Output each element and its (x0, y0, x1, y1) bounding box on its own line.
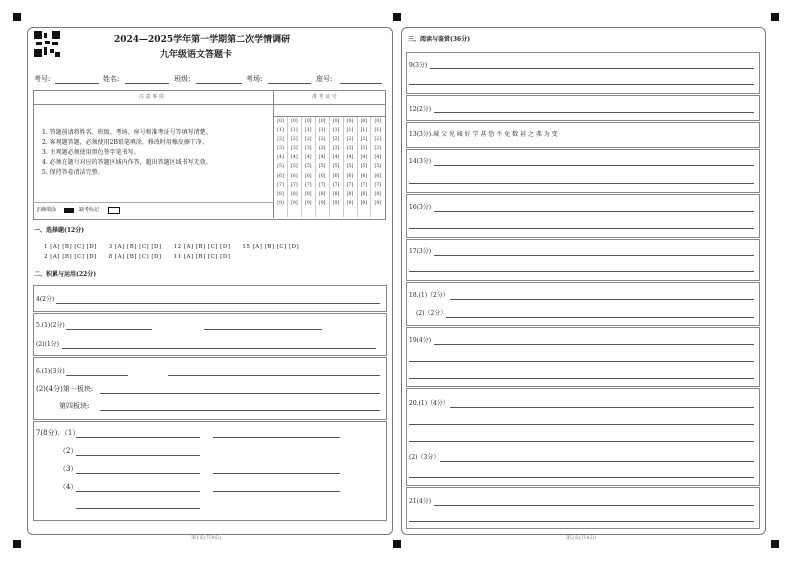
q20-1-answer-line-1[interactable] (450, 407, 754, 408)
q7-3-answer-line-b[interactable] (213, 473, 340, 474)
seat-number-field[interactable] (340, 83, 382, 84)
q5-2-answer-line[interactable] (62, 348, 376, 349)
exam-id-digit-bubble[interactable]: [5] (291, 164, 298, 170)
exam-id-digit-bubble[interactable]: [6] (305, 173, 312, 179)
q20-2-answer-line-1[interactable] (440, 461, 754, 462)
exam-id-digit-bubble[interactable]: [9] (305, 200, 312, 206)
exam-id-digit-bubble[interactable]: [0] (305, 119, 312, 124)
q20-answer-box (406, 388, 760, 486)
section3-title: 三、阅读与鉴赏(36分) (408, 36, 471, 43)
exam-title: 2024—2025学年第一学期第二次学情调研 (114, 35, 291, 45)
exam-room-field[interactable] (268, 83, 311, 84)
q14-answer-line-1[interactable] (434, 165, 754, 166)
exam-id-digit-bubble[interactable]: [5] (305, 164, 312, 170)
missing-exam-checkbox[interactable] (108, 207, 120, 214)
notice-heading: 注 意 事 项 (139, 94, 164, 100)
class-field[interactable] (196, 83, 242, 84)
exam-id-digit-bubble[interactable]: [8] (318, 191, 326, 197)
q7-5-answer-line[interactable] (76, 508, 200, 509)
exam-id-digit-bubble[interactable]: [8] (291, 191, 298, 197)
q7-1-answer-line-a[interactable] (76, 437, 200, 438)
seat-number-label: 座号: (316, 75, 333, 83)
exam-id-digit-bubble[interactable]: [2] (360, 137, 368, 143)
exam-id-digit-column[interactable] (344, 117, 358, 217)
q7-4-answer-line-b[interactable] (213, 491, 340, 492)
section1-title: 一、选择题(12分) (34, 227, 85, 234)
exam-id-digit-bubble[interactable]: [7] (346, 182, 354, 188)
exam-id-digit-bubble[interactable]: [2] (318, 137, 326, 143)
q12-answer-box (406, 95, 760, 121)
exam-id-digit-bubble[interactable]: [4] (360, 155, 368, 161)
exam-id-digit-bubble[interactable]: [1] (318, 128, 326, 134)
exam-id-digit-bubble[interactable]: [3] (332, 146, 340, 152)
exam-id-digit-bubble[interactable]: [8] (305, 191, 312, 197)
q5-1-answer-line-b[interactable] (204, 329, 322, 330)
q7-2-answer-line[interactable] (76, 455, 200, 456)
exam-id-digit-bubble[interactable]: [5] (360, 164, 368, 170)
exam-id-digit-bubble[interactable]: [3] (360, 146, 368, 152)
q7-1-label: 7(8分)．（1） (36, 429, 80, 437)
exam-id-digit-bubble[interactable]: [0] (318, 119, 326, 124)
notice-item-3: 3. 主观题必须使用黑色签字笔书写。 (42, 149, 140, 156)
exam-id-digit-bubble[interactable]: [7] (305, 182, 312, 188)
q6-2-answer-line[interactable] (100, 393, 380, 394)
exam-id-digit-bubble[interactable]: [5] (332, 164, 340, 170)
exam-id-digit-bubble[interactable]: [9] (360, 200, 368, 206)
exam-id-digit-column[interactable] (371, 117, 384, 217)
exam-id-digit-bubble[interactable]: [1] (332, 128, 340, 134)
exam-id-digit-bubble[interactable]: [4] (305, 155, 312, 161)
exam-id-digit-bubble[interactable]: [9] (291, 200, 298, 206)
exam-id-digit-bubble[interactable]: [9] (332, 200, 340, 206)
registration-mark-tc (393, 13, 401, 21)
exam-id-digit-bubble[interactable]: [1] (277, 128, 284, 134)
exam-id-digit-bubble[interactable]: [3] (291, 146, 298, 152)
exam-id-digit-bubble[interactable]: [3] (305, 146, 312, 152)
exam-id-digit-bubble[interactable]: [8] (346, 191, 354, 197)
exam-id-digit-bubble[interactable]: [4] (332, 155, 340, 161)
exam-id-digit-column[interactable] (288, 117, 302, 217)
q4-label: 4(2分) (36, 296, 55, 303)
exam-id-digit-bubble[interactable]: [2] (374, 137, 382, 143)
q19-label: 19(4分) (409, 337, 432, 344)
exam-id-digit-bubble[interactable]: [4] (346, 155, 354, 161)
section2-title: 二、积累与运用(22分) (34, 271, 97, 278)
q16-label: 16(3分) (409, 204, 432, 211)
q20-2-answer-line-2[interactable] (409, 477, 754, 478)
registration-mark-br (771, 540, 779, 548)
notice-fill-rule (33, 202, 273, 203)
fill-correct-sample (64, 208, 74, 213)
exam-id-digit-bubble[interactable]: [8] (360, 191, 368, 197)
exam-id-digit-bubble[interactable]: [9] (277, 200, 284, 206)
exam-id-digit-bubble[interactable]: [6] (277, 173, 284, 179)
q18-answer-box (406, 282, 760, 326)
q20-1-answer-line-3[interactable] (409, 441, 754, 442)
name-field[interactable] (125, 83, 169, 84)
fill-correct-label: 正确填涂 (36, 207, 57, 213)
exam-id-digit-column[interactable] (316, 117, 330, 217)
footer-right-page-number: 第2页(共4页) (566, 535, 597, 541)
q17-label: 17(3分) (409, 248, 432, 255)
q21-answer-line-2[interactable] (409, 521, 754, 522)
q7-answer-box (33, 421, 387, 521)
choice-row-2[interactable]: 2 [A] [B] [C] [D] 8 [A] [B] [C] [D] 11 [A] [B] [C] [D] (44, 254, 231, 260)
registration-mark-tl (13, 13, 21, 21)
missing-exam-label: 缺考标记 (79, 207, 100, 213)
exam-id-digit-bubble[interactable]: [6] (332, 173, 340, 179)
q7-4-answer-line-a[interactable] (76, 491, 200, 492)
q6-1-answer-line-a[interactable] (66, 375, 128, 376)
q9-answer-box (406, 52, 760, 94)
exam-id-digit-bubble[interactable]: [2] (332, 137, 340, 143)
exam-id-digit-bubble[interactable]: [7] (360, 182, 368, 188)
q4-answer-box (33, 285, 387, 312)
q20-1-answer-line-2[interactable] (409, 424, 754, 425)
q9-answer-line-2[interactable] (409, 84, 754, 85)
q21-label: 21(4分) (409, 498, 432, 505)
exam-id-digit-bubble[interactable]: [3] (318, 146, 326, 152)
qr-code-icon (34, 31, 60, 57)
q19-answer-line-1[interactable] (434, 344, 754, 345)
exam-id-digit-bubble[interactable]: [7] (291, 182, 298, 188)
exam-id-digit-bubble[interactable]: [7] (318, 182, 326, 188)
exam-id-digit-bubble[interactable]: [0] (346, 119, 354, 124)
registration-mark-bc (393, 540, 401, 548)
exam-id-digit-bubble[interactable]: [2] (346, 137, 354, 143)
q7-3-answer-line-a[interactable] (76, 473, 200, 474)
exam-id-digit-bubble[interactable]: [6] (291, 173, 298, 179)
q7-2-label: （2） (59, 447, 78, 455)
notice-item-4: 4. 必须在题号对应的答题区域内作答，超出答题区域书写无效。 (42, 159, 212, 166)
q18-1-answer-line[interactable] (450, 299, 754, 300)
exam-id-digit-bubble[interactable]: [1] (291, 128, 298, 134)
notice-item-2: 2. 客观题答题，必须使用2B铅笔填涂，修改时用橡皮擦干净。 (42, 139, 208, 146)
exam-id-digit-column[interactable] (357, 117, 371, 217)
exam-id-digit-bubble[interactable]: [0] (277, 119, 284, 124)
exam-id-digit-bubble[interactable]: [4] (291, 155, 298, 161)
choice-row-1[interactable]: 1 [A] [B] [C] [D] 3 [A] [B] [C] [D] 12 [A] [B] [C] [D] 15 [A] [B] [C] [D] (44, 244, 300, 250)
exam-id-digit-bubble[interactable]: [4] (277, 155, 284, 161)
exam-id-digit-bubble[interactable]: [1] (360, 128, 368, 134)
q18-1-label: 18.(1)（2分） (409, 292, 449, 299)
q6-3-label: 第四板块: (59, 402, 90, 410)
q14-answer-line-2[interactable] (409, 183, 754, 184)
exam-id-digit-bubble[interactable]: [1] (305, 128, 312, 134)
exam-id-digit-bubble[interactable]: [7] (332, 182, 340, 188)
exam-id-digit-bubble[interactable]: [2] (277, 137, 284, 143)
registration-mark-bl (13, 540, 21, 548)
registration-mark-tr (771, 13, 779, 21)
exam-id-digit-bubble[interactable]: [4] (374, 155, 382, 161)
q5-answer-box (33, 313, 387, 356)
exam-id-heading: 准 考 证 号 (312, 94, 337, 100)
q19-answer-line-2[interactable] (409, 361, 754, 362)
q7-4-label: （4） (59, 483, 78, 491)
exam-id-digit-bubble[interactable]: [0] (332, 119, 340, 124)
q7-3-label: （3） (59, 465, 78, 473)
exam-id-digit-bubble[interactable]: [4] (318, 155, 326, 161)
q12-answer-line[interactable] (434, 112, 754, 113)
q6-1-answer-line-b[interactable] (168, 375, 380, 376)
q17-answer-line-2[interactable] (409, 271, 754, 272)
exam-number-label: 考号: (34, 75, 51, 83)
exam-id-digit-bubble[interactable]: [5] (374, 164, 382, 170)
q14-label: 14(3分) (409, 158, 432, 165)
exam-id-digit-bubble[interactable]: [9] (346, 200, 354, 206)
q14-answer-box (406, 149, 760, 193)
q6-3-answer-line[interactable] (100, 410, 380, 411)
exam-id-digit-bubble[interactable]: [1] (346, 128, 354, 134)
q21-answer-line-1[interactable] (434, 505, 754, 506)
q17-answer-box (406, 239, 760, 281)
q5-1-label: 5.(1)(2分) (36, 322, 65, 329)
exam-id-digit-bubble[interactable]: [2] (291, 137, 298, 143)
q21-answer-box (406, 487, 760, 529)
exam-number-field[interactable] (55, 83, 99, 84)
notice-item-1: 1. 答题前请将姓名、班级、考场、座号和准考证号等填写清楚。 (42, 129, 212, 136)
exam-id-digit-column[interactable] (330, 117, 344, 217)
q9-answer-line-1[interactable] (430, 68, 754, 69)
class-label: 班级: (174, 75, 191, 83)
exam-id-digit-bubble[interactable]: [3] (346, 146, 354, 152)
exam-id-digit-bubble[interactable]: [7] (374, 182, 382, 188)
exam-id-digit-bubble[interactable]: [6] (360, 173, 368, 179)
notice-item-5: 5. 保持答卷清洁完整。 (42, 169, 104, 176)
exam-id-digit-bubble[interactable]: [9] (318, 200, 326, 206)
exam-id-digit-bubble[interactable]: [0] (291, 119, 298, 124)
q4-answer-line[interactable] (56, 303, 380, 304)
q20-1-label: 20.(1)（4分） (409, 400, 449, 407)
q16-answer-box (406, 194, 760, 238)
exam-id-digit-bubble[interactable]: [1] (374, 128, 382, 134)
q16-answer-line-1[interactable] (434, 211, 754, 212)
q18-2-label: (2)（2分） (416, 310, 447, 317)
q17-answer-line-1[interactable] (434, 255, 754, 256)
exam-id-digit-bubble[interactable]: [6] (374, 173, 382, 179)
exam-id-digit-bubble[interactable]: [0] (374, 119, 382, 124)
exam-id-digit-bubble[interactable]: [5] (346, 164, 354, 170)
q6-2-label: (2)(4分)第一板块: (36, 385, 94, 393)
footer-left-page-number: 第1页(共4页) (191, 535, 222, 541)
q18-2-answer-line[interactable] (446, 317, 754, 318)
q19-answer-line-3[interactable] (409, 378, 754, 379)
sheet-subtitle: 九年级语文答题卡 (160, 50, 233, 60)
exam-id-digit-bubble[interactable]: [3] (277, 146, 284, 152)
exam-id-write-row (273, 104, 385, 117)
exam-id-digit-bubble[interactable]: [8] (374, 191, 382, 197)
exam-id-digit-bubble[interactable]: [8] (332, 191, 340, 197)
exam-room-label: 考场: (246, 75, 263, 83)
q16-answer-line-2[interactable] (409, 228, 754, 229)
q5-2-label: (2)(1分) (36, 341, 59, 348)
exam-id-digit-bubble[interactable]: [0] (360, 119, 368, 124)
exam-id-digit-bubble[interactable]: [9] (374, 200, 382, 206)
exam-id-digit-bubble[interactable]: [3] (374, 146, 382, 152)
q13-label: 13(3分).城 父 见 城 好 学 甚 恐 不 免 数 甚 之 弗 为 变 (409, 131, 558, 138)
q12-label: 12(2分) (409, 106, 432, 113)
exam-id-digit-bubble[interactable]: [6] (318, 173, 326, 179)
q5-1-answer-line-a[interactable] (66, 329, 152, 330)
exam-id-digit-bubble[interactable]: [2] (305, 137, 312, 143)
exam-id-digit-bubble[interactable]: [5] (318, 164, 326, 170)
q7-1-answer-line-b[interactable] (213, 437, 340, 438)
q6-1-label: 6.(1)(3分) (36, 368, 65, 375)
q20-2-label: (2)（3分） (409, 454, 440, 461)
exam-id-digit-bubble[interactable]: [6] (346, 173, 354, 179)
exam-id-digit-bubble[interactable]: [5] (277, 164, 284, 170)
exam-id-digit-bubble[interactable]: [8] (277, 191, 284, 197)
name-label: 姓名: (103, 75, 120, 83)
q9-label: 9(3分) (409, 62, 428, 69)
exam-id-digit-column[interactable] (274, 117, 288, 217)
exam-id-digit-bubble[interactable]: [7] (277, 182, 284, 188)
exam-id-digit-column[interactable] (302, 117, 316, 217)
